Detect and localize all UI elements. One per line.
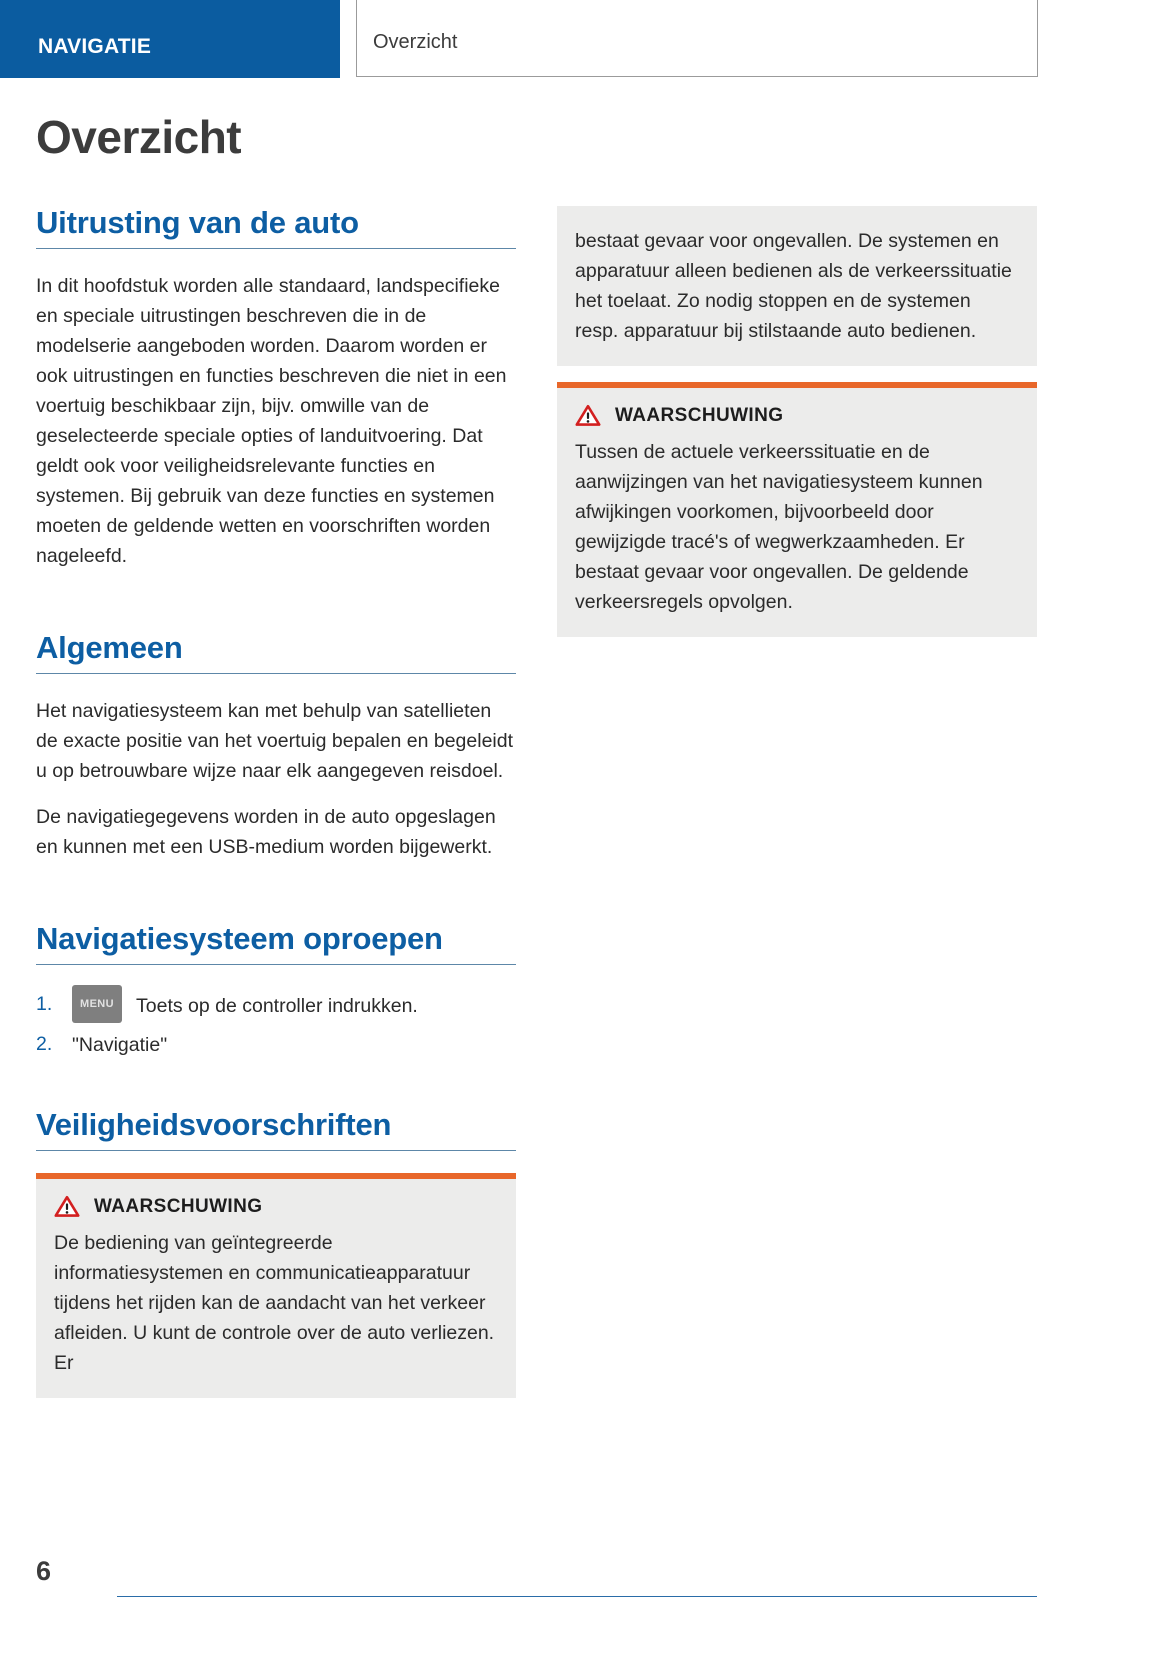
section-uitrusting-van-de-auto: [36, 206, 516, 249]
warning-header: [54, 1195, 498, 1218]
step-text: Toets op de controller indrukken.: [136, 995, 418, 1018]
warning-header: [575, 404, 1019, 427]
heading-rule: [36, 248, 516, 249]
warning-box-left: [36, 1173, 516, 1398]
warning-title: WAARSCHUWING: [94, 1195, 263, 1217]
spacer: [36, 1064, 516, 1108]
paragraph-uitrusting-1: In dit hoofdstuk worden alle standaard, landspecifieke en speciale uitrustingen beschreven die in de modelserie aangeboden worden. Daarom worden er ook uitrustingen en functies beschreven die niet in een voertuig beschikbaar zijn, bijv. omwille van de geselecteerde speciale opties of landuitvoering. Dat geldt ook voor veiligheidsrelevante functies en systemen. Bij gebruik van deze functies en systemen moeten de geldende wetten en voorschriften worden nageleefd.: [36, 275, 507, 568]
page-footer: [0, 1556, 1165, 1616]
footer-rule: [117, 1596, 1037, 1597]
section-veiligheidsvoorschriften: [36, 1108, 516, 1151]
step-number: 1.: [36, 993, 53, 1016]
breadcrumb[interactable]: [356, 0, 1038, 77]
step-text: "Navigatie": [72, 1034, 168, 1057]
page-header: [0, 0, 1165, 78]
section-heading-algemeen: Algemeen: [36, 630, 183, 666]
section-heading-veiligheidsvoorschriften: Veiligheidsvoorschriften: [36, 1107, 392, 1143]
chapter-tab[interactable]: [0, 0, 340, 78]
right-column: [557, 206, 1037, 637]
section-algemeen: [36, 631, 516, 674]
warning-triangle-icon: [575, 404, 601, 427]
heading-rule: [36, 673, 516, 674]
warning-body: De bediening van geïntegreerde informatiesystemen en communicatieapparatuur tijdens het rijden kan de aandacht van het verkeer afleiden. U kunt de controle over de auto verliezen. Er: [54, 1232, 495, 1375]
step-list: [36, 987, 516, 1062]
breadcrumb-label: Overzicht: [373, 31, 458, 53]
spacer: [557, 366, 1037, 382]
page-title: Overzicht: [36, 111, 242, 163]
chapter-tab-label: NAVIGATIE: [38, 35, 152, 58]
warning-continuation-body: bestaat gevaar voor ongevallen. De systemen en apparatuur alleen bedienen als de verkeerssituatie het toelaat. Zo nodig stoppen en de systemen resp. apparatuur bij stilstaande auto bedienen.: [575, 230, 1012, 342]
list-item: [36, 987, 516, 1025]
spacer: [36, 587, 516, 631]
warning-title: WAARSCHUWING: [615, 404, 784, 426]
left-column: [36, 206, 516, 1398]
paragraph-algemeen-2: De navigatiegegevens worden in de auto opgeslagen en kunnen met een USB-medium worden bijgewerkt.: [36, 806, 496, 859]
section-navigatiesysteem-oproepen: [36, 922, 516, 965]
menu-key-icon[interactable]: MENU: [72, 985, 122, 1023]
warning-triangle-icon: [54, 1195, 80, 1218]
section-heading-navigatiesysteem-oproepen: Navigatiesysteem oproepen: [36, 921, 443, 957]
heading-rule: [36, 1150, 516, 1151]
heading-rule: [36, 964, 516, 965]
warning-body: Tussen de actuele verkeerssituatie en de aanwijzingen van het navigatiesysteem kunnen afwijkingen voorkomen, bijvoorbeeld door gewijzigde tracé's of wegwerkzaamheden. Er bestaat gevaar voor ongevallen. De geldende verkeersregels opvolgen.: [575, 441, 983, 613]
warning-box-continuation: [557, 206, 1037, 366]
page-number: 6: [36, 1556, 52, 1586]
spacer: [36, 878, 516, 922]
warning-box-right: [557, 382, 1037, 637]
list-item: [36, 1027, 516, 1062]
step-number: 2.: [36, 1033, 53, 1056]
paragraph-algemeen-1: Het navigatiesysteem kan met behulp van satellieten de exacte positie van het voertuig bepalen en begeleidt u op betrouwbare wijze naar elk aangegeven reisdoel.: [36, 700, 514, 783]
section-heading-uitrusting: Uitrusting van de auto: [36, 205, 359, 240]
